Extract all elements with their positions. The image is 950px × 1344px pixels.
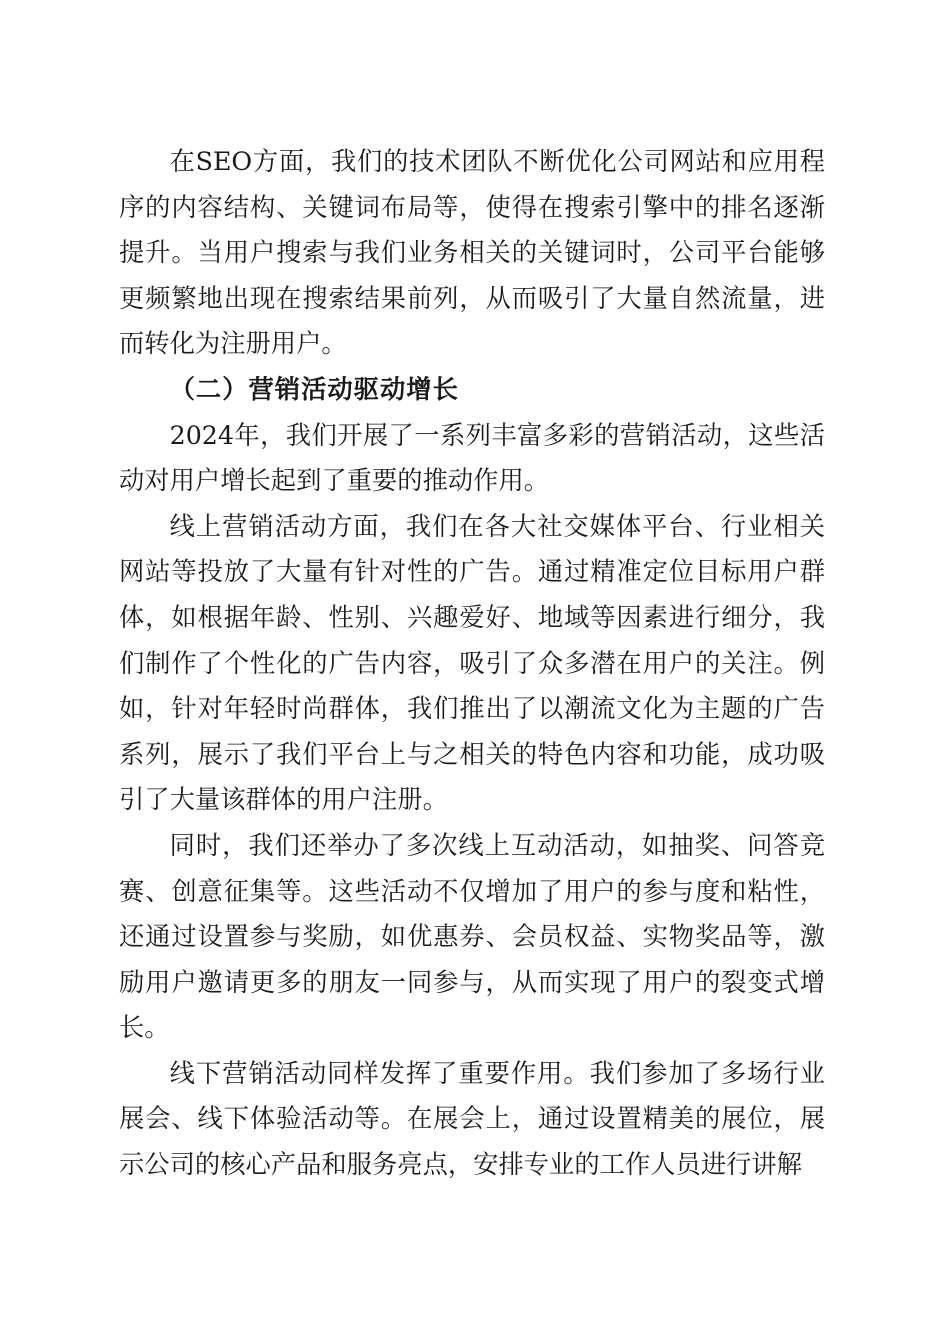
paragraph-online-marketing: 线上营销活动方面，我们在各大社交媒体平台、行业相关网站等投放了大量有针对性的广告。通过精准定位目标用户群体，如根据年龄、性别、兴趣爱好、地域等因素进行细分，我们制作了个性化的广告内容，吸引了众多潜在用户的关注。例如，针对年轻时尚群体，我们推出了以潮流文化为主题的广告系列，展示了我们平台上与之相关的特色内容和功能，成功吸引了大量该群体的用户注册。 <box>119 511 825 815</box>
paragraph-marketing-intro: 2024年，我们开展了一系列丰富多彩的营销活动，这些活动对用户增长起到了重要的推动作用。 <box>119 420 825 496</box>
paragraph-seo: 在SEO方面，我们的技术团队不断优化公司网站和应用程序的内容结构、关键词布局等，使得在搜索引擎中的排名逐渐提升。当用户搜索与我们业务相关的关键词时，公司平台能够更频繁地出现在搜索结果前列，从而吸引了大量自然流量，进而转化为注册用户。 <box>119 147 825 359</box>
paragraph-offline-marketing: 线下营销活动同样发挥了重要作用。我们参加了多场行业展会、线下体验活动等。在展会上，通过设置精美的展位，展示公司的核心产品和服务亮点，安排专业的工作人员进行讲解 <box>119 1058 825 1180</box>
paragraph-online-interaction: 同时，我们还举办了多次线上互动活动，如抽奖、问答竞赛、创意征集等。这些活动不仅增加了用户的参与度和粘性，还通过设置参与奖励，如优惠券、会员权益、实物奖品等，激励用户邀请更多的朋友一同参与，从而实现了用户的裂变式增长。 <box>119 830 825 1043</box>
section-heading-marketing: （二）营销活动驱动增长 <box>169 373 459 404</box>
document-body <box>119 139 825 1188</box>
